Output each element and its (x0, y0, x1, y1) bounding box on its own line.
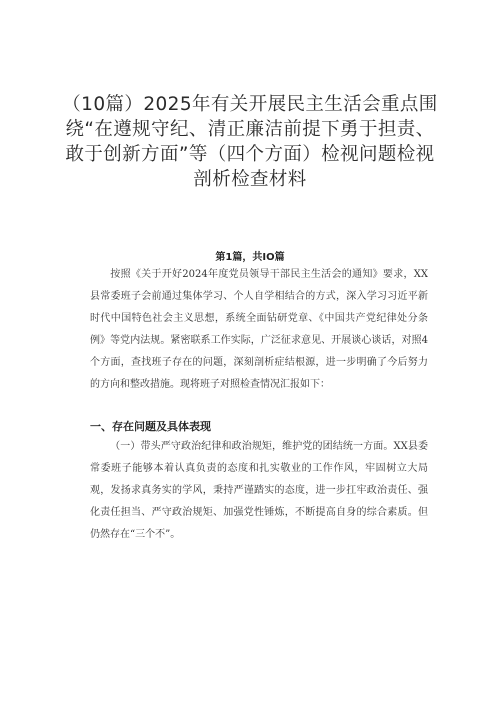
title-line-1: （10篇）2025年有关开展民主生活会重点围 (62, 94, 438, 115)
section-heading-1: 一、存在问题及具体表现 (90, 420, 211, 433)
paragraph-2-text: （一）带头严守政治纪律和政治规矩，维护党的团结统一方面。XX县委常委班子能够本着认真负责的态度和扎实敬业的工作作风，牢固树立大局观，发扬求真务实的学风，秉持严谨踏实的态度，进一步扛牢政治责任、强化责任担当、严守政治规矩、加强党性锤炼，不断提高自身的综合素质。但仍然存在“三个不”。 (90, 441, 428, 540)
title-line-3: 敢于创新方面”等（四个方面）检视问题检视 (65, 144, 435, 165)
paragraph-1 (90, 264, 428, 396)
paragraph-2 (90, 436, 428, 546)
document-title (60, 92, 440, 192)
title-line-4: 剖析检查材料 (193, 169, 307, 190)
title-line-2: 绕“在遵规守纪、清正廉洁前提下勇于担责、 (65, 119, 435, 140)
document-subtitle: 第1篇，共IO篇 (215, 252, 285, 263)
paragraph-1-text: 按照《关于开好2024年度党员领导干部民主生活会的通知》要求，XX县常委班子会前通过集体学习、个人自学相结合的方式，深入学习习近平新时代中国特色社会主义思想，系统全面钻研党章、《中国共产党纪律处分条例》等党内法规。紧密联系工作实际，广泛征求意见、开展谈心谈话，对照4个方面，查找班子存在的问题，深刻剖析症结根源，进一步明确了今后努力的方向和整改措施。现将班子对照检查情况汇报如下： (90, 269, 428, 390)
